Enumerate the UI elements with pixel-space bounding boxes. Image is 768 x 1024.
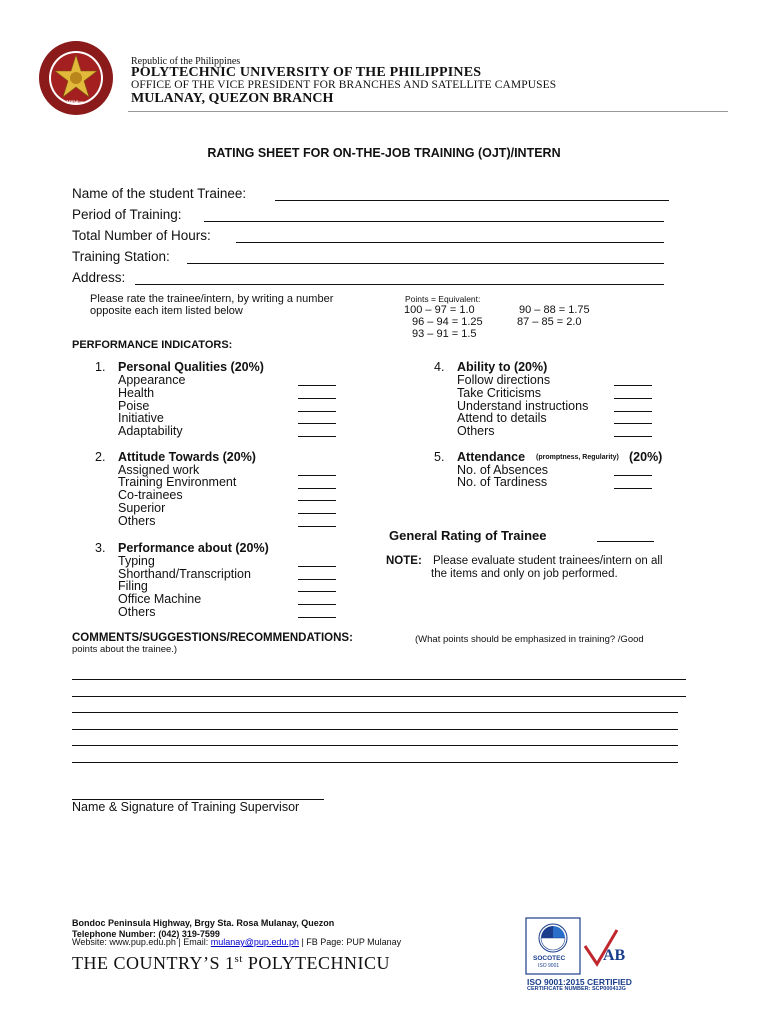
office-name: OFFICE OF THE VICE PRESIDENT FOR BRANCHES AND SATELLITE CAMPUSES [131, 79, 557, 91]
note-label: NOTE: [386, 555, 422, 567]
item-health: Health [118, 386, 155, 400]
comments-hint-2: points about the trainee.) [72, 644, 178, 655]
iso-certified-text: ISO 9001:2015 CERTIFIED [527, 977, 632, 987]
field-label-name: Name of the student Trainee: [72, 186, 247, 201]
footer-fb: | FB Page: PUP Mulanay [298, 937, 402, 947]
comment-line[interactable] [72, 745, 678, 746]
item-no-of-absences: No. of Absences [457, 463, 549, 477]
item-poise: Poise [118, 399, 150, 413]
item-superior: Superior [118, 501, 166, 515]
comment-line[interactable] [72, 762, 678, 763]
note-line-1: Please evaluate student trainees/intern on all [433, 555, 663, 567]
field-label-station: Training Station: [72, 249, 170, 264]
item-attend-to-details: Attend to details [457, 411, 547, 425]
rating-blank[interactable] [614, 411, 652, 412]
rating-blank[interactable] [614, 423, 652, 424]
comments-hint-1: (What points should be emphasized in training? /Good [415, 634, 644, 645]
rating-blank[interactable] [298, 513, 336, 514]
field-label-period: Period of Training: [72, 207, 182, 222]
points-heading: Points = Equivalent: [405, 294, 481, 304]
general-rating-blank[interactable] [597, 541, 654, 542]
section-5-title: Attendance [457, 450, 526, 464]
field-label-address: Address: [72, 270, 126, 285]
general-rating-label: General Rating of Trainee [389, 528, 547, 543]
university-seal [38, 40, 114, 116]
branch-name: MULANAY, QUEZON BRANCH [131, 91, 334, 106]
section-1-title: Personal Qualities (20%) [118, 360, 264, 374]
socotec-text: SOCOTEC [533, 955, 566, 962]
address-line[interactable] [135, 284, 664, 285]
item-typing: Typing [118, 554, 155, 568]
points-row-4: 90 – 88 = 1.75 [519, 304, 590, 316]
name-line[interactable] [275, 200, 669, 201]
comment-line[interactable] [72, 696, 686, 697]
rating-blank[interactable] [614, 475, 652, 476]
page-title: RATING SHEET FOR ON-THE-JOB TRAINING (OJT)/INTERN [207, 146, 561, 160]
footer-website: Website: www.pup.edu.ph | Email: [72, 937, 211, 947]
iso-small-text: ISO 9001 [538, 963, 560, 969]
item-understand-instructions: Understand instructions [457, 399, 589, 413]
university-name: POLYTECHNIC UNIVERSITY OF THE PHILIPPINES [131, 65, 482, 80]
section-1-number: 1. [95, 360, 106, 374]
item-take-criticisms: Take Criticisms [457, 386, 542, 400]
footer-telephone: Telephone Number: (042) 319-7599 [72, 928, 220, 939]
seal-year: 1904 [66, 100, 78, 106]
email-link[interactable]: mulanay@pup.edu.ph [210, 937, 299, 947]
motto-part-b: POLYTECHNICU [242, 953, 391, 973]
signature-label: Name & Signature of Training Supervisor [72, 800, 300, 814]
note-line-2: the items and only on job performed. [431, 568, 618, 580]
republic-text: Republic of the Philippines [131, 56, 241, 67]
station-line[interactable] [187, 263, 664, 264]
section-5-qualifier: (promptness, Regularity) [536, 454, 619, 461]
footer-address-block [72, 918, 334, 939]
points-row-5: 87 – 85 = 2.0 [517, 316, 582, 328]
rating-blank[interactable] [298, 579, 336, 580]
footer-address: Bondoc Peninsula Highway, Brgy Sta. Rosa Mulanay, Quezon [72, 918, 335, 928]
rating-blank[interactable] [298, 591, 336, 592]
section-2-title: Attitude Towards (20%) [118, 450, 256, 464]
motto-part-a: THE COUNTRY’S 1 [72, 953, 235, 973]
item-others: Others [118, 514, 156, 528]
item-initiative: Initiative [118, 411, 164, 425]
instruction-line-2: opposite each item listed below [90, 305, 243, 317]
item-shorthand: Shorthand/Transcription [118, 567, 251, 581]
period-line[interactable] [204, 221, 664, 222]
rating-blank[interactable] [298, 398, 336, 399]
rating-blank[interactable] [614, 398, 652, 399]
item-training-environment: Training Environment [118, 475, 237, 489]
item-follow-directions: Follow directions [457, 373, 551, 387]
rating-blank[interactable] [298, 488, 336, 489]
performance-heading: PERFORMANCE INDICATORS: [72, 339, 233, 351]
item-filing: Filing [118, 579, 148, 593]
footer-contact [72, 937, 401, 947]
item-co-trainees: Co-trainees [118, 488, 183, 502]
rating-blank[interactable] [614, 488, 652, 489]
rating-blank[interactable] [298, 617, 336, 618]
motto-sup: st [234, 953, 243, 965]
header-divider [128, 111, 728, 112]
rating-blank[interactable] [298, 411, 336, 412]
rating-blank[interactable] [298, 500, 336, 501]
rating-blank[interactable] [298, 526, 336, 527]
section-3-title: Performance about (20%) [118, 541, 269, 555]
comments-heading: COMMENTS/SUGGESTIONS/RECOMMENDATIONS: [72, 632, 353, 644]
rating-blank[interactable] [298, 436, 336, 437]
section-5-number: 5. [434, 450, 445, 464]
item-others: Others [118, 605, 156, 619]
section-2-number: 2. [95, 450, 106, 464]
rating-blank[interactable] [614, 436, 652, 437]
item-office-machine: Office Machine [118, 592, 202, 606]
rating-blank[interactable] [298, 475, 336, 476]
iso-certification-logo [525, 916, 653, 986]
rating-blank[interactable] [614, 385, 652, 386]
item-no-of-tardiness: No. of Tardiness [457, 475, 548, 489]
section-5-pct: (20%) [629, 450, 663, 464]
comment-line[interactable] [72, 729, 678, 730]
section-3-number: 3. [95, 541, 106, 555]
section-4-title: Ability to (20%) [457, 360, 548, 374]
motto [72, 953, 390, 974]
item-appearance: Appearance [118, 373, 186, 387]
rating-blank[interactable] [298, 385, 336, 386]
item-assigned-work: Assigned work [118, 463, 200, 477]
rating-blank[interactable] [298, 604, 336, 605]
section-4-number: 4. [434, 360, 445, 374]
points-row-1: 100 – 97 = 1.0 [404, 304, 475, 316]
rating-blank[interactable] [298, 566, 336, 567]
hours-line[interactable] [236, 242, 664, 243]
comment-line[interactable] [72, 712, 678, 713]
svg-text:AB: AB [603, 947, 626, 964]
points-row-3: 93 – 91 = 1.5 [412, 328, 477, 340]
points-row-2: 96 – 94 = 1.25 [412, 316, 483, 328]
field-label-hours: Total Number of Hours: [72, 228, 211, 243]
item-others: Others [457, 424, 495, 438]
rating-blank[interactable] [298, 423, 336, 424]
certificate-number: CERTIFICATE NUMBER: SCP000413G [527, 986, 626, 992]
item-adaptability: Adaptability [118, 424, 183, 438]
instruction-line-1: Please rate the trainee/intern, by writing a number [90, 293, 334, 305]
comment-line[interactable] [72, 679, 686, 680]
